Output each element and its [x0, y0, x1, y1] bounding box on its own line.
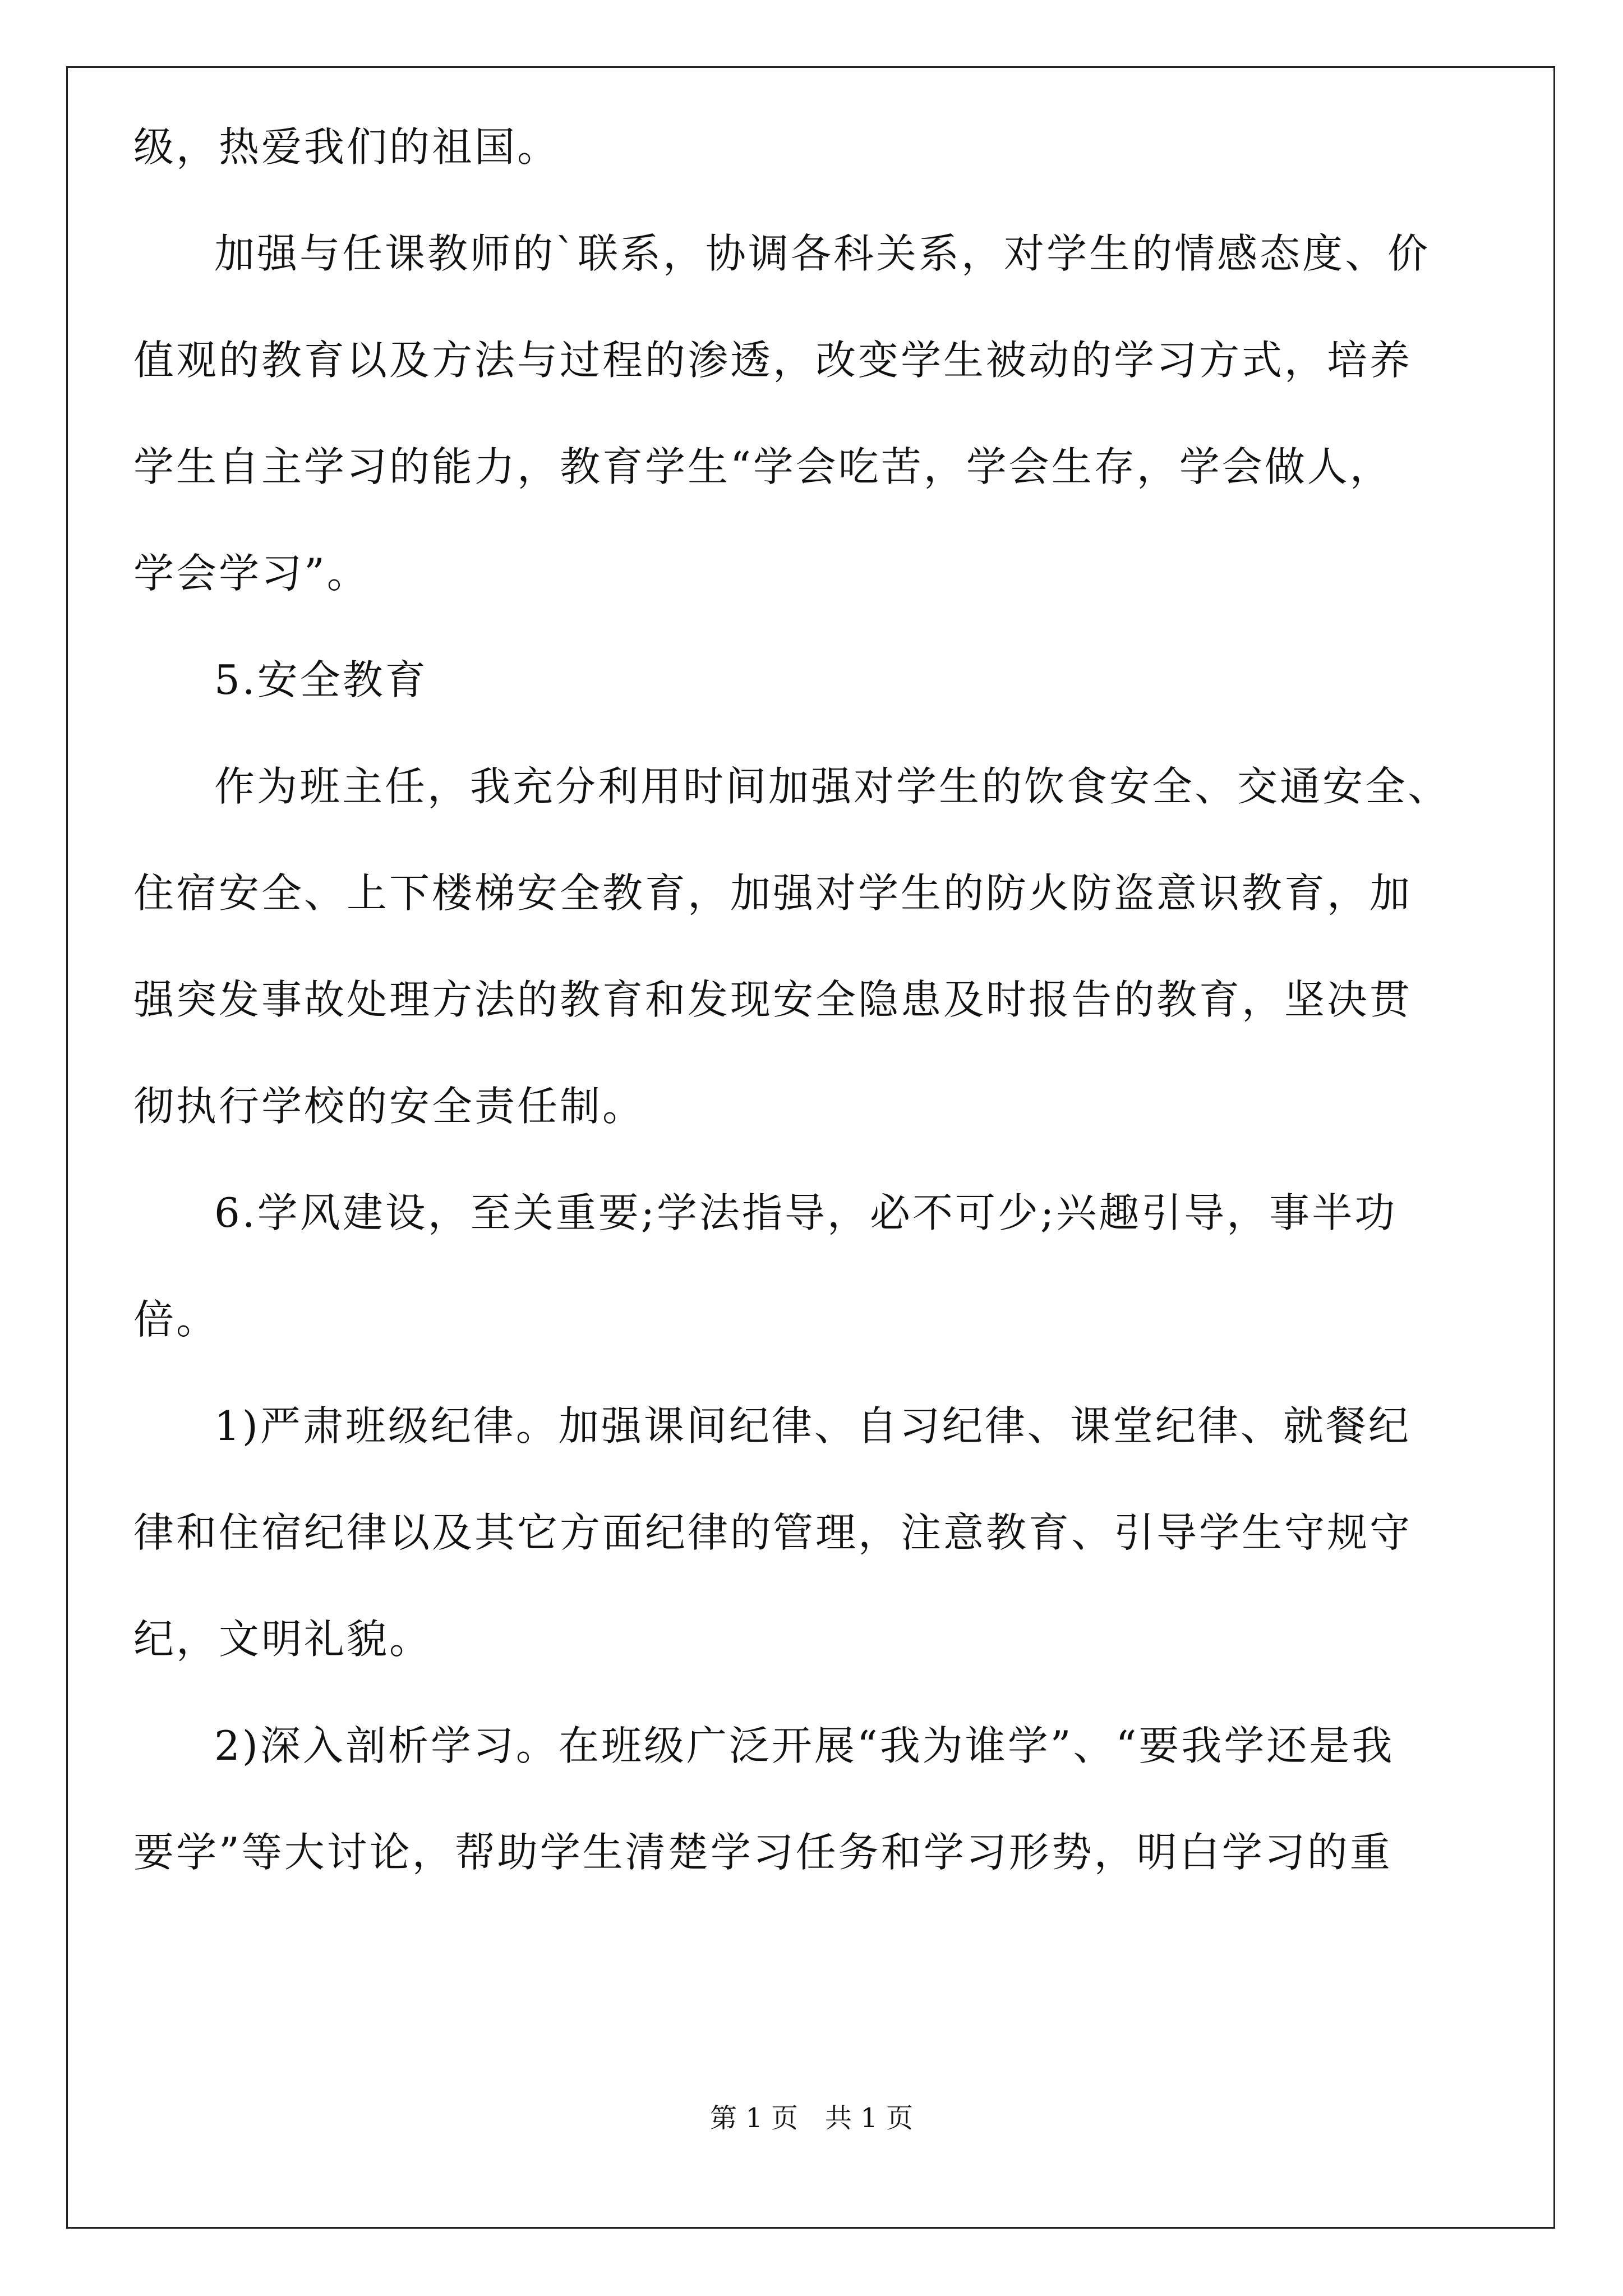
p2-line-2: 值观的教育以及方法与过程的渗透，改变学生被动的学习方式，培养	[133, 337, 1413, 384]
page-border	[66, 66, 1555, 2229]
p4-line-2: 住宿安全、上下楼梯安全教育，加强对学生的防火防盗意识教育，加	[133, 869, 1413, 917]
section-heading-6-line-2: 倍。	[133, 1296, 219, 1343]
p4-line-1: 作为班主任，我充分利用时间加强对学生的饮食安全、交通安全、	[214, 763, 1451, 810]
p4-line-4: 彻执行学校的安全责任制。	[133, 1083, 645, 1130]
section-heading-6-line-1: 6.学风建设，至关重要;学法指导，必不可少;兴趣引导，事半功	[214, 1189, 1398, 1236]
p4-line-3: 强突发事故处理方法的教育和发现安全隐患及时报告的教育，坚决贯	[133, 976, 1413, 1023]
p2-line-1: 加强与任课教师的`联系，协调各科关系，对学生的情感态度、价	[214, 230, 1431, 277]
p1-line-1: 级，热爱我们的祖国。	[133, 123, 560, 171]
p6-line-3: 纪，文明礼貌。	[133, 1616, 432, 1663]
p6-line-2: 律和住宿纪律以及其它方面纪律的管理，注意教育、引导学生守规守	[133, 1509, 1413, 1556]
section-heading-5: 5.安全教育	[214, 656, 428, 703]
p6-line-1: 1)严肃班级纪律。加强课间纪律、自习纪律、课堂纪律、就餐纪	[214, 1402, 1411, 1450]
p2-line-3: 学生自主学习的能力，教育学生“学会吃苦，学会生存，学会做人，	[133, 443, 1393, 490]
p7-line-2: 要学”等大讨论，帮助学生清楚学习任务和学习形势，明白学习的重	[133, 1829, 1393, 1876]
page-number-footer: 第 1 页 共 1 页	[709, 2102, 914, 2134]
p7-line-1: 2)深入剖析学习。在班级广泛开展“我为谁学”、“要我学还是我	[214, 1722, 1395, 1769]
p2-line-4: 学会学习”。	[133, 550, 370, 597]
